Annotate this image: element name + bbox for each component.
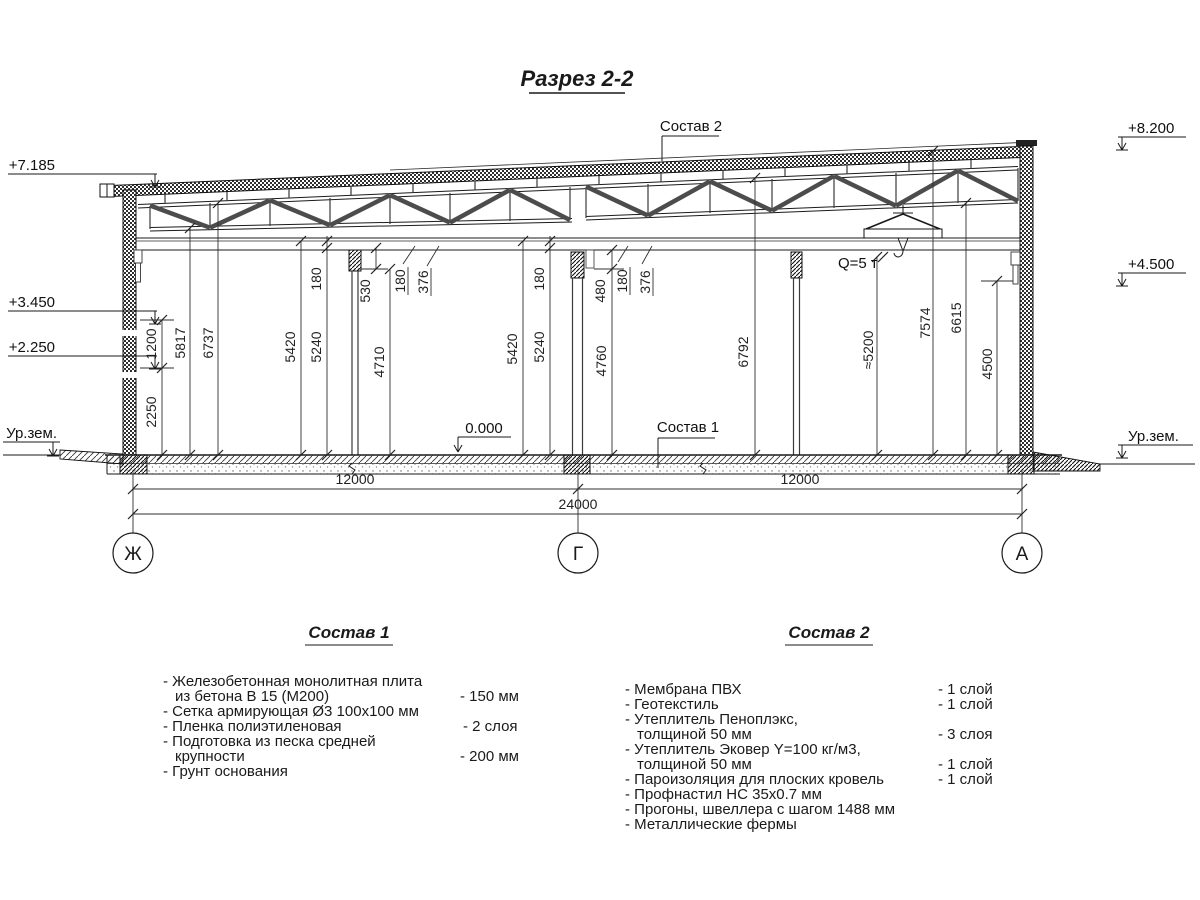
axis-bubbles — [113, 533, 1042, 573]
list-item: - Профнастил НС 35х0.7 мм — [625, 786, 822, 803]
dim-5240-right — [531, 331, 547, 362]
list-item: - Геотекстиль — [625, 696, 719, 713]
dim-4500 — [979, 348, 995, 379]
list-item: - Сетка армирующая Ø3 100х100 мм — [163, 703, 419, 720]
dimension-ticks — [157, 146, 1002, 460]
mark-7185 — [8, 157, 161, 187]
list-item: - Подготовка из песка средней — [163, 733, 376, 750]
dim-5817 — [172, 327, 188, 358]
foundation-middle — [564, 455, 590, 474]
apron-left — [60, 450, 123, 464]
svg-text:+3.450: +3.450 — [8, 294, 55, 311]
floor-slab — [3, 450, 1195, 474]
svg-text:+8.200: +8.200 — [1128, 120, 1175, 137]
list-item: - Утеплитель Эковер Y=100 кг/м3, — [625, 741, 861, 758]
crane-hook — [898, 238, 908, 251]
svg-text:≈5200: ≈5200 — [860, 330, 876, 370]
left-wall — [123, 190, 136, 455]
svg-text:180: 180 — [614, 269, 630, 293]
list-value: - 1 слой — [938, 696, 993, 713]
svg-text:4710: 4710 — [371, 346, 387, 378]
svg-text:2250: 2250 — [143, 396, 159, 428]
svg-text:Состав 2: Состав 2 — [659, 118, 723, 135]
dim-180-left — [308, 267, 324, 291]
left-wall-joint-1 — [121, 330, 138, 336]
list-item: крупности — [175, 748, 245, 765]
list-value: - 2 слоя — [463, 718, 518, 735]
note-180-mid — [614, 267, 630, 295]
list-value: - 1 слой — [938, 771, 993, 788]
spec-list-1 — [163, 623, 519, 780]
svg-text:5240: 5240 — [308, 331, 324, 363]
spec-list-2 — [625, 623, 993, 833]
list-value: - 200 мм — [460, 748, 519, 765]
svg-text:376: 376 — [415, 270, 431, 294]
list-item: из бетона В 15 (М200) — [175, 688, 330, 705]
svg-text:0.000: 0.000 — [465, 420, 503, 437]
svg-text:4500: 4500 — [979, 348, 995, 380]
svg-text:Ур.зем.: Ур.зем. — [6, 425, 57, 442]
svg-text:480: 480 — [592, 279, 608, 303]
svg-text:6615: 6615 — [948, 302, 964, 334]
svg-text:Состав 1: Состав 1 — [656, 419, 720, 436]
dim-7574 — [917, 307, 933, 338]
right-wall — [1020, 146, 1033, 455]
mark-ground-left — [3, 425, 60, 456]
list-value: - 1 слой — [938, 681, 993, 698]
svg-text:+4.500: +4.500 — [1128, 256, 1175, 273]
crane-hoist — [864, 205, 942, 257]
mark-8200 — [1116, 120, 1186, 150]
svg-text:376: 376 — [637, 270, 653, 294]
left-wall-joint-2 — [121, 372, 138, 378]
list-item: толщиной 50 мм — [637, 726, 752, 743]
ramp-right — [1033, 452, 1100, 471]
svg-text:4760: 4760 — [593, 345, 609, 377]
horizontal-dimensions — [113, 470, 1042, 573]
svg-text:А: А — [1015, 544, 1029, 565]
mark-zero — [454, 420, 511, 452]
post-stub-left — [349, 250, 361, 271]
list-item: - Пароизоляция для плоских кровель — [625, 771, 884, 788]
note-376-mid — [637, 268, 653, 296]
dim-6615 — [948, 302, 964, 333]
mark-3450 — [8, 294, 161, 324]
svg-text:Ур.зем.: Ур.зем. — [1128, 428, 1179, 445]
wall-bracket-left — [134, 250, 142, 263]
post-stub-right — [791, 252, 802, 278]
svg-text:6792: 6792 — [735, 336, 751, 368]
svg-text:530: 530 — [357, 279, 373, 303]
dim-1200 — [143, 328, 159, 359]
truss-diagonals-right — [586, 171, 1018, 216]
svg-text:180: 180 — [392, 269, 408, 293]
svg-text:5240: 5240 — [531, 331, 547, 363]
dim-180-right — [531, 267, 547, 291]
list-item: - Металлические фермы — [625, 816, 797, 833]
list-item: - Прогоны, швеллера с шагом 1488 мм — [625, 801, 896, 818]
column-stub-middle — [571, 252, 584, 278]
mark-ground-right — [1116, 428, 1193, 458]
runway-beam — [136, 238, 1020, 250]
dim-12000-left: 12000 — [335, 471, 375, 487]
list-value: - 1 слой — [938, 756, 993, 773]
svg-text:180: 180 — [531, 267, 547, 291]
wall-bracket-right — [1011, 252, 1020, 265]
svg-text:7574: 7574 — [917, 307, 933, 339]
dim-6737 — [200, 327, 216, 358]
svg-text:Ж: Ж — [124, 544, 142, 565]
page-title — [521, 66, 635, 93]
dim-5420-right — [504, 333, 520, 364]
svg-text:5420: 5420 — [504, 333, 520, 365]
list-item: - Пленка полиэтиленовая — [163, 718, 342, 735]
foundation-left — [120, 455, 147, 474]
spec1-title: Состав 1 — [308, 623, 390, 642]
mark-2250 — [8, 339, 161, 369]
dim-5420-left — [282, 331, 298, 362]
svg-text:1200: 1200 — [143, 328, 159, 360]
dim-480 — [592, 279, 608, 303]
dim-4710 — [371, 346, 387, 377]
svg-text:Г: Г — [572, 544, 584, 565]
leader-sostav2 — [660, 118, 722, 161]
dim-24000: 24000 — [558, 496, 598, 512]
svg-text:5817: 5817 — [172, 327, 188, 359]
title-text: Разрез 2-2 — [520, 66, 634, 91]
dim-2250 — [143, 396, 159, 427]
list-item: - Железобетонная монолитная плита — [163, 673, 423, 690]
dim-530 — [357, 279, 373, 303]
list-value: - 150 мм — [460, 688, 519, 705]
dim-6792 — [735, 336, 751, 367]
svg-text:5420: 5420 — [282, 331, 298, 363]
svg-text:+2.250: +2.250 — [8, 339, 55, 356]
list-value: - 3 слоя — [938, 726, 993, 743]
spec2-title: Состав 2 — [788, 623, 870, 642]
svg-text:6737: 6737 — [200, 327, 216, 359]
svg-text:Q=5 т: Q=5 т — [838, 255, 878, 272]
list-item: - Утеплитель Пеноплэкс, — [625, 711, 798, 728]
foundation-right — [1008, 455, 1034, 474]
hoist-beam — [864, 229, 942, 238]
columns — [134, 250, 1020, 455]
dim-4760 — [593, 345, 609, 376]
dim-5200 — [860, 330, 876, 369]
note-376-left — [415, 268, 431, 296]
truss-diagonals-left — [150, 190, 570, 228]
dim-5240-left — [308, 331, 324, 362]
mark-4500 — [1116, 256, 1186, 286]
dim-12000-right: 12000 — [780, 471, 820, 487]
vertical-dimensions — [140, 146, 1013, 460]
note-180-left — [392, 267, 408, 295]
list-item: - Мембрана ПВХ — [625, 681, 742, 698]
list-item: - Грунт основания — [163, 763, 288, 780]
parapet-cap — [1016, 140, 1037, 146]
svg-text:+7.185: +7.185 — [8, 157, 55, 174]
crane-capacity-label — [838, 252, 888, 272]
list-item: толщиной 50 мм — [637, 756, 752, 773]
svg-text:180: 180 — [308, 267, 324, 291]
